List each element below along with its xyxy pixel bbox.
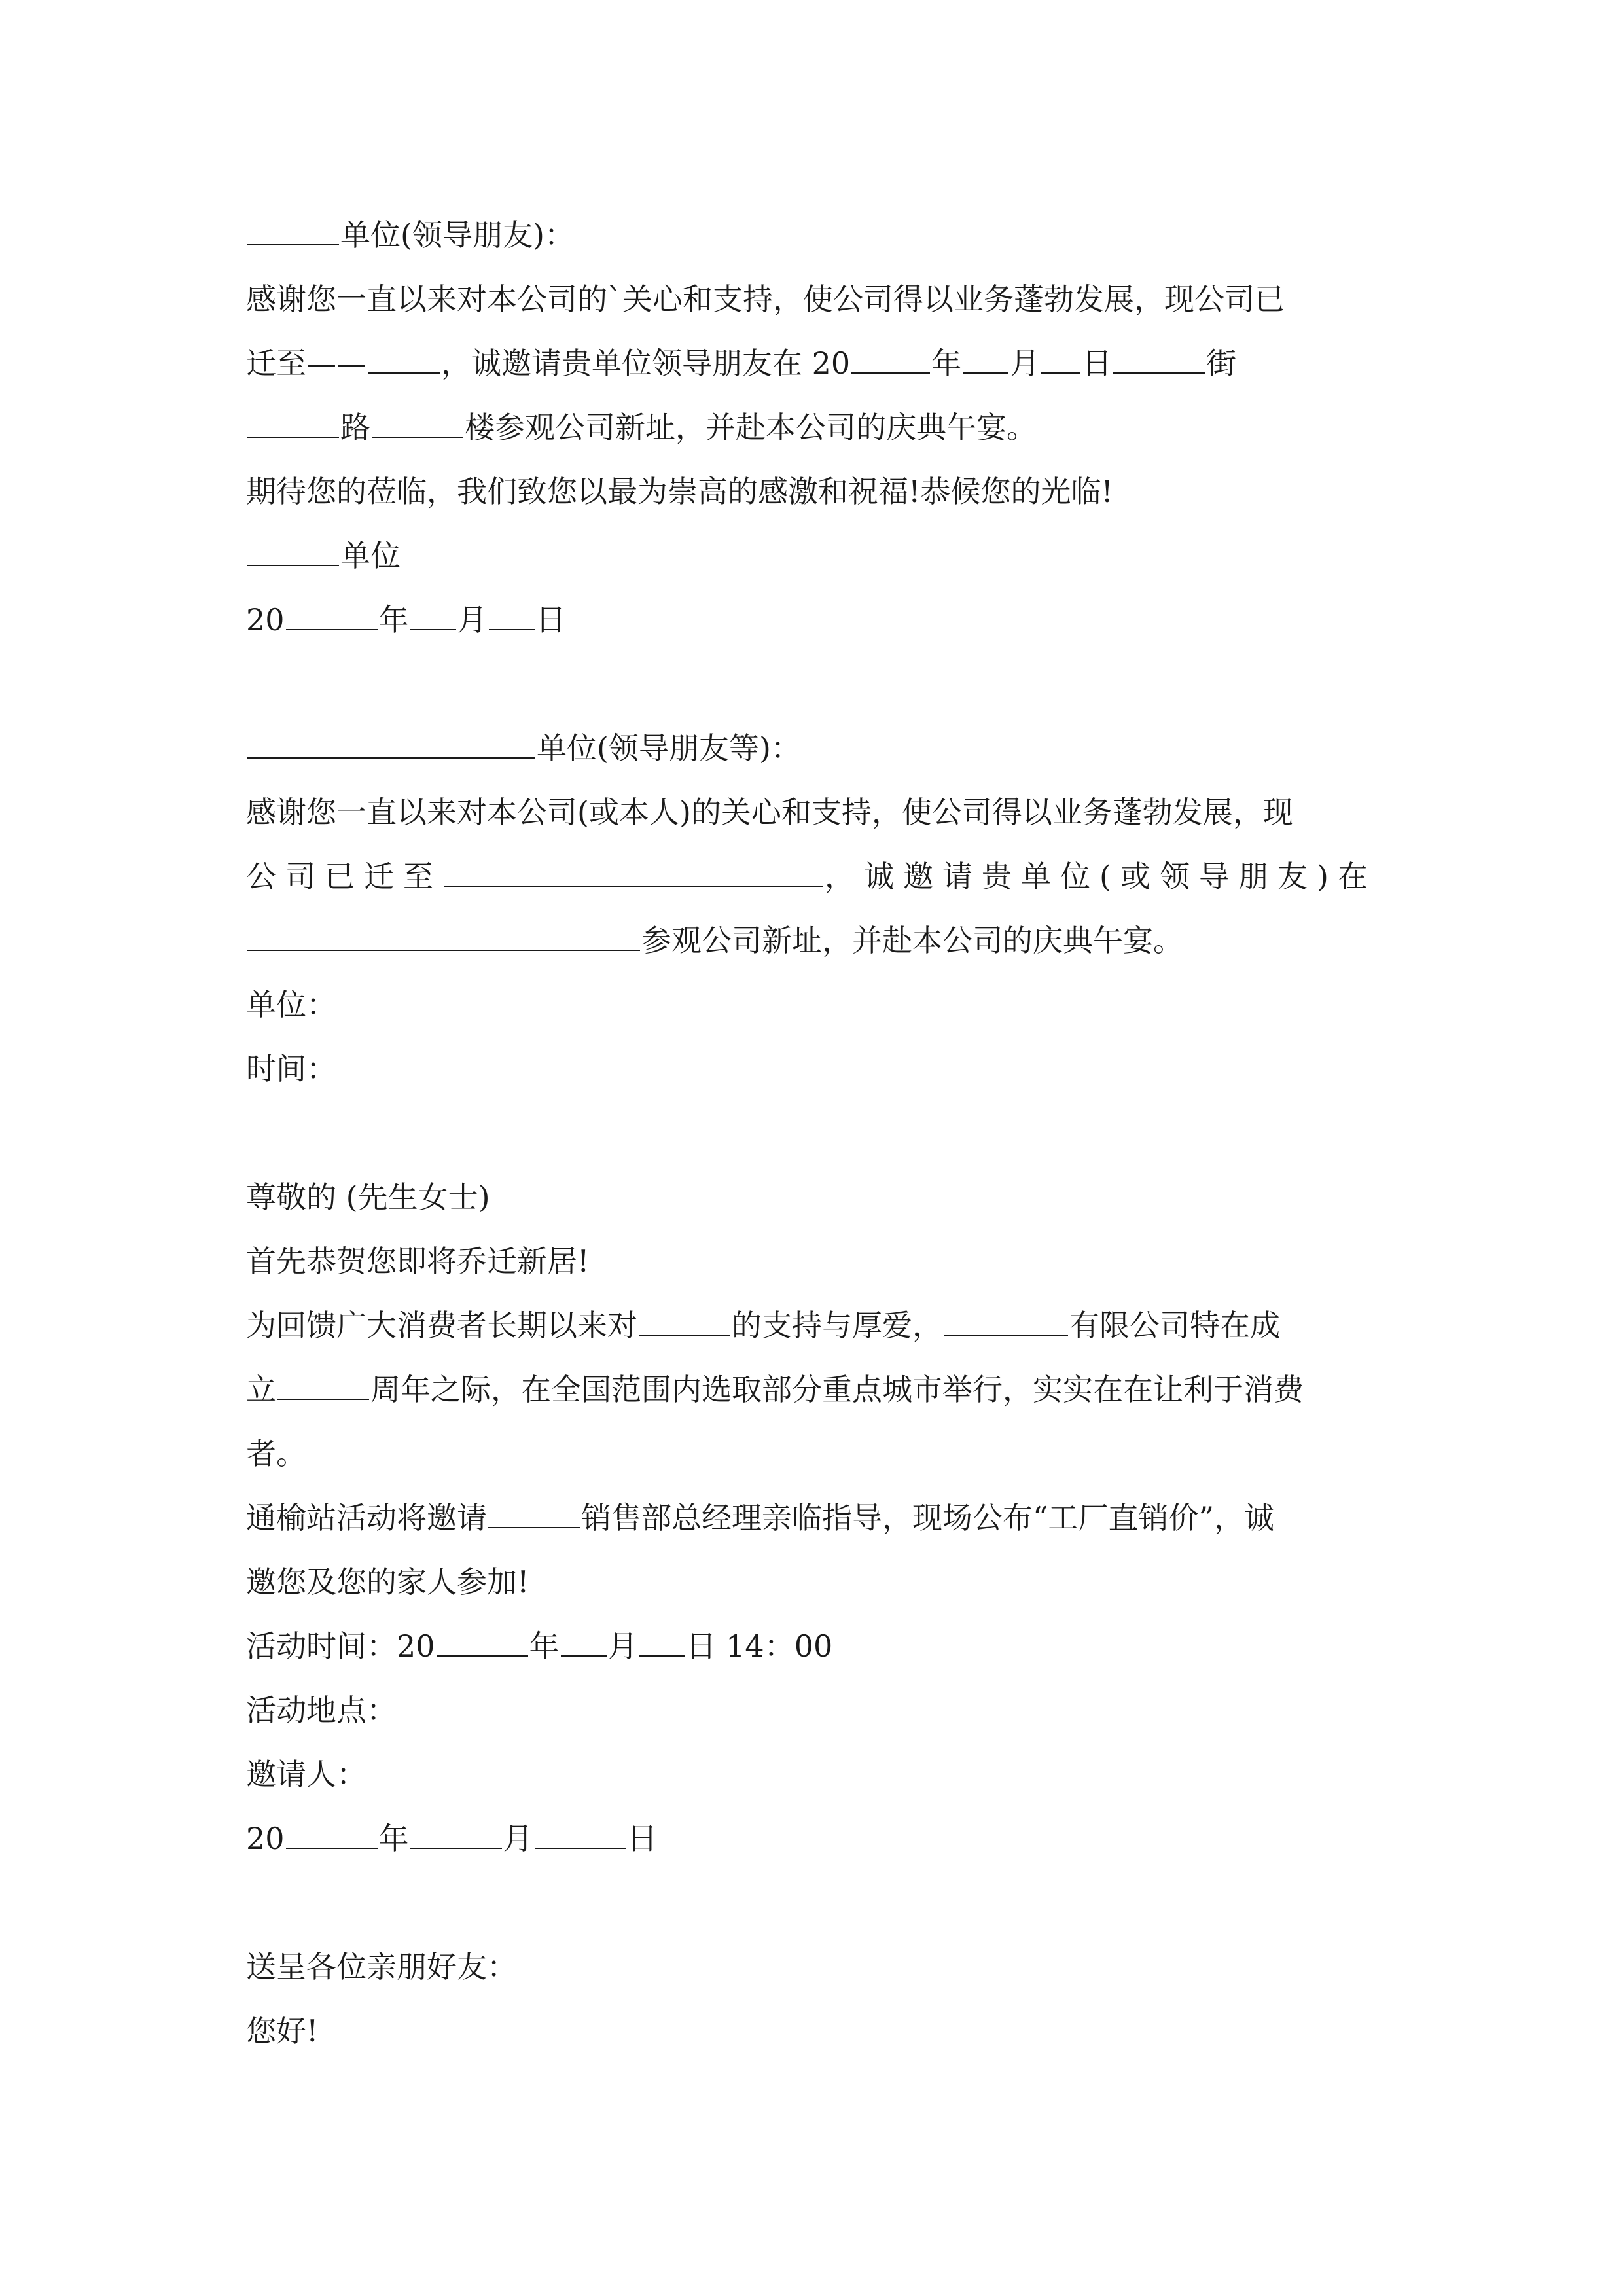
- blank-field: [639, 1304, 730, 1336]
- blank-field: [488, 1497, 580, 1528]
- s3-paragraph2-line-2: 邀您及您的家人参加!: [246, 1564, 529, 1600]
- s1-sign-unit: 单位: [246, 524, 1378, 588]
- s4-greeting: 您好!: [246, 2013, 319, 2049]
- blank-field: [444, 855, 823, 887]
- s2-paragraph-line-3: 参观公司新址，并赴本公司的庆典午宴。: [246, 908, 1378, 973]
- s2-unit-label: 单位：: [246, 987, 336, 1022]
- blank-field: [286, 1818, 378, 1849]
- s3-paragraph-line-2: 立 周年之际，在全国范围内选取部分重点城市举行，实实在在让利于消费: [246, 1357, 1378, 1422]
- blank-field: [247, 406, 339, 438]
- blank-field: [437, 1625, 528, 1657]
- s4-salutation: 送呈各位亲朋好友：: [246, 1949, 517, 1984]
- blank-field: [368, 342, 440, 374]
- s3-congrats: 首先恭贺您即将乔迁新居!: [246, 1244, 590, 1279]
- s3-paragraph2-line-1: 通榆站活动将邀请 销售部总经理亲临指导，现场公布“工厂直销价”，诚: [246, 1486, 1378, 1550]
- s2-time-label: 时间：: [246, 1051, 336, 1086]
- blank-field: [639, 1625, 685, 1657]
- blank-field: [410, 599, 456, 630]
- s3-event-time: 活动时间：20 年 月 日 14：00: [246, 1614, 1378, 1678]
- blank-field: [1113, 342, 1205, 374]
- s3-date: 20 年 月 日: [246, 1806, 1378, 1871]
- section-spacer: [246, 1871, 1378, 1935]
- blank-field: [489, 599, 535, 630]
- s2-paragraph-line-2: 公司已迁至 ，诚邀请贵单位(或领导朋友)在: [246, 844, 1378, 908]
- blank-field: [247, 535, 339, 566]
- s1-paragraph-line-1: 感谢您一直以来对本公司的`关心和支持，使公司得以业务蓬勃发展，现公司已: [246, 281, 1285, 317]
- s3-salutation: 尊敬的 (先生女士): [246, 1179, 490, 1215]
- section-spacer: [246, 1101, 1378, 1165]
- blank-field: [1041, 342, 1080, 374]
- s2-salutation: 单位(领导朋友等)：: [246, 716, 1378, 780]
- s3-inviter: 邀请人：: [246, 1757, 366, 1792]
- s3-event-place: 活动地点：: [246, 1693, 397, 1728]
- s1-paragraph-line-3: 路 楼参观公司新址，并赴本公司的庆典午宴。: [246, 395, 1378, 459]
- s1-salutation: 单位(领导朋友)：: [246, 203, 1378, 267]
- blank-field: [944, 1304, 1068, 1336]
- document-body: [246, 203, 1378, 2063]
- s1-closing: 期待您的莅临，我们致您以最为崇高的感激和祝福!恭候您的光临!: [246, 474, 1113, 509]
- blank-field: [277, 1369, 369, 1400]
- s1-paragraph-line-2: 迁至—— ，诚邀请贵单位领导朋友在 20 年 月 日 街: [246, 331, 1378, 395]
- blank-field: [963, 342, 1008, 374]
- blank-field: [247, 727, 535, 759]
- blank-field: [410, 1818, 502, 1849]
- blank-field: [535, 1818, 626, 1849]
- section-spacer: [246, 652, 1378, 716]
- blank-field: [561, 1625, 607, 1657]
- s2-paragraph-line-1: 感谢您一直以来对本公司(或本人)的关心和支持，使公司得以业务蓬勃发展，现: [246, 795, 1293, 830]
- s3-paragraph-line-3: 者。: [246, 1436, 306, 1471]
- blank-field: [286, 599, 378, 630]
- blank-field: [372, 406, 463, 438]
- s3-paragraph-line-1: 为回馈广大消费者长期以来对 的支持与厚爱， 有限公司特在成: [246, 1293, 1378, 1357]
- s1-date: 20 年 月 日: [246, 588, 1378, 652]
- blank-field: [247, 920, 640, 951]
- blank-field: [247, 214, 339, 245]
- blank-field: [851, 342, 930, 374]
